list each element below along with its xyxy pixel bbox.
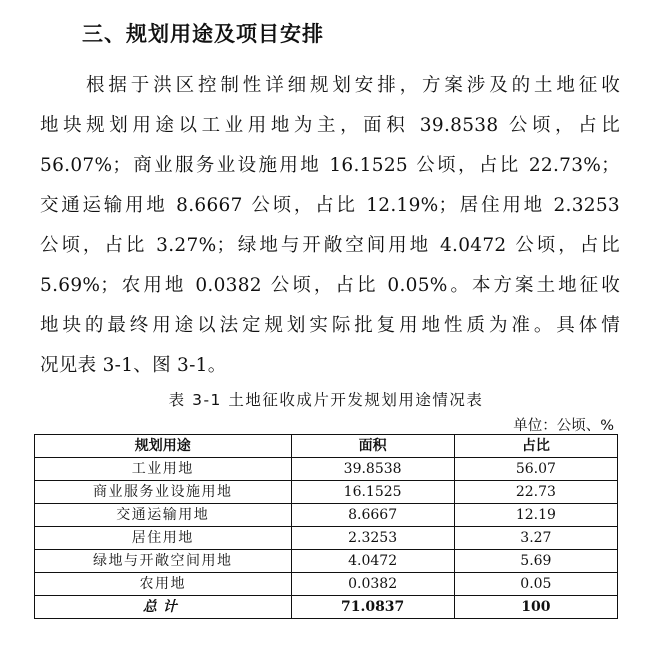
table-row: [35, 573, 618, 596]
total-label: 总计: [35, 596, 292, 619]
section-heading: 三、规划用途及项目安排: [82, 22, 324, 46]
cell-area: 39.8538: [291, 458, 454, 481]
header-area: 面积: [291, 435, 454, 458]
paragraph-line: 地块规划用途以工业用地为主，面积 39.8538 公顷，占比: [40, 115, 620, 136]
table-caption: 表 3-1 土地征收成片开发规划用途情况表: [168, 391, 484, 409]
cell-area: 4.0472: [291, 550, 454, 573]
paragraph-line: 5.69%；农用地 0.0382 公顷，占比 0.05%。本方案土地征收: [40, 275, 620, 296]
paragraph-line: 地块的最终用途以法定规划实际批复用地性质为准。具体情: [40, 315, 620, 336]
paragraph-line: 56.07%；商业服务业设施用地 16.1525 公顷，占比 22.73%；: [40, 155, 620, 176]
paragraph-line: 况见表 3-1、图 3-1。: [40, 355, 227, 376]
cell-area: 16.1525: [291, 481, 454, 504]
cell-share: 5.69: [454, 550, 617, 573]
paragraph-line: 交通运输用地 8.6667 公顷，占比 12.19%；居住用地 2.3253: [40, 195, 620, 216]
cell-use: 商业服务业设施用地: [35, 481, 292, 504]
cell-area: 0.0382: [291, 573, 454, 596]
cell-area: 2.3253: [291, 527, 454, 550]
total-share: 100: [454, 596, 617, 619]
table-row: [35, 481, 618, 504]
table-unit-note: 单位：公顷、%: [513, 418, 614, 434]
cell-use: 绿地与开敞空间用地: [35, 550, 292, 573]
body-paragraph: [40, 66, 620, 386]
table-header-row: [35, 435, 618, 458]
cell-area: 8.6667: [291, 504, 454, 527]
land-use-table: [34, 434, 618, 619]
table-row: [35, 550, 618, 573]
total-area: 71.0837: [291, 596, 454, 619]
table-row: [35, 504, 618, 527]
cell-use: 居住用地: [35, 527, 292, 550]
cell-share: 3.27: [454, 527, 617, 550]
table-row: [35, 458, 618, 481]
cell-use: 工业用地: [35, 458, 292, 481]
table-total-row: [35, 596, 618, 619]
paragraph-line: 根据于洪区控制性详细规划安排，方案涉及的土地征收: [86, 75, 620, 96]
table-row: [35, 527, 618, 550]
cell-share: 0.05: [454, 573, 617, 596]
cell-use: 农用地: [35, 573, 292, 596]
cell-share: 22.73: [454, 481, 617, 504]
cell-share: 12.19: [454, 504, 617, 527]
cell-share: 56.07: [454, 458, 617, 481]
header-share: 占比: [454, 435, 617, 458]
header-use: 规划用途: [35, 435, 292, 458]
cell-use: 交通运输用地: [35, 504, 292, 527]
paragraph-line: 公顷，占比 3.27%；绿地与开敞空间用地 4.0472 公顷，占比: [40, 235, 620, 256]
